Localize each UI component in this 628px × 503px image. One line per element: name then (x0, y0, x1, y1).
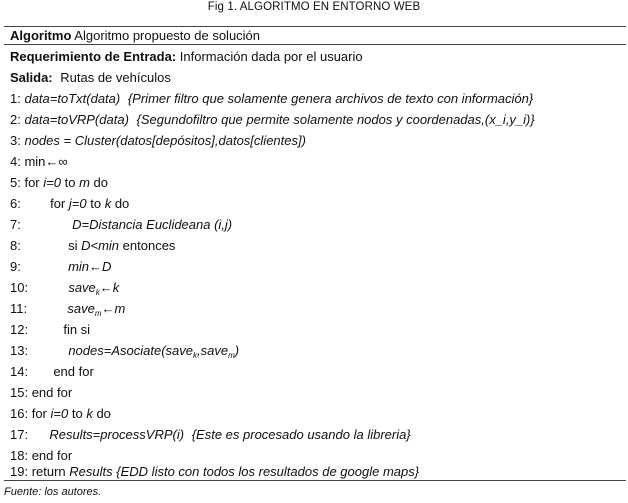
keyword: for (31, 406, 47, 421)
algorithm-label: Algoritmo (10, 28, 72, 43)
algorithm-title: Algoritmo propuesto de solución (74, 28, 261, 43)
input-text: Información dada por el usuario (179, 49, 363, 64)
algo-line-7 (10, 216, 232, 233)
line-code: ←k (99, 280, 120, 295)
algo-line-17 (10, 426, 411, 443)
algo-line-13 (10, 342, 239, 364)
line-code: Results=processVRP(i) (49, 427, 185, 442)
keyword: to (90, 196, 102, 211)
line-code: ←m (101, 301, 126, 316)
algo-line-4 (10, 153, 68, 170)
variable: k (86, 406, 93, 421)
line-number: 5: (10, 175, 21, 190)
algo-line-15 (10, 384, 72, 401)
subscript: k (95, 288, 100, 297)
keyword: do (114, 196, 130, 211)
subscript: m (94, 309, 102, 318)
algo-line-1 (10, 90, 533, 107)
line-number: 3: (10, 133, 21, 148)
keyword: do (96, 406, 111, 421)
algo-line-5 (10, 174, 108, 191)
line-code: end for (53, 364, 94, 379)
variable: save (68, 280, 96, 295)
keyword: for (24, 175, 40, 190)
line-code: nodes=Asociate(save (68, 343, 193, 358)
line-code: min←∞ (24, 154, 68, 169)
line-number: 8: (10, 238, 21, 253)
algo-line-14 (10, 363, 94, 380)
line-comment: {EDD listo con todos los resultados de google maps} (116, 464, 420, 479)
line-comment: {Este es procesado usando la libreria} (191, 427, 411, 442)
keyword: for (50, 196, 66, 211)
line-code: data=toVRP(data) (24, 112, 129, 127)
line-number: 19: (10, 464, 29, 479)
variable: save (67, 301, 95, 316)
algorithm-table (4, 26, 626, 481)
keyword: entonces (122, 238, 176, 253)
line-code: end for (31, 385, 73, 400)
line-number: 15: (10, 385, 29, 400)
subscript: k (193, 351, 197, 360)
line-number: 6: (10, 196, 21, 211)
figure-caption: Fig 1. ALGORITMO EN ENTORNO WEB (207, 1, 421, 13)
output-text: Rutas de vehículos (60, 70, 171, 85)
algo-line-10 (10, 279, 119, 301)
keyword: to (71, 406, 83, 421)
algo-line-6 (10, 195, 129, 212)
algo-line-18 (10, 447, 72, 464)
variable: Results (69, 464, 113, 479)
line-code: fin si (63, 322, 91, 337)
condition: D<min (81, 238, 120, 253)
line-code: D=Distancia Euclideana (i,j) (72, 217, 233, 232)
output-label: Salida: (10, 70, 53, 85)
algorithm-header (4, 27, 626, 45)
algo-line-12 (10, 321, 90, 338)
line-number: 9: (10, 259, 21, 274)
line-number: 13: (10, 343, 29, 358)
line-comment: {Segundofiltro que permite solamente nodos y coordenadas,(x_i,y_i)} (136, 112, 535, 127)
algo-line-11 (10, 300, 125, 322)
line-code: min←D (68, 259, 112, 274)
line-number: 10: (10, 280, 29, 295)
line-number: 18: (10, 448, 29, 463)
algo-line-16 (10, 405, 111, 422)
line-code: data=toTxt(data) (24, 91, 121, 106)
line-number: 12: (10, 322, 29, 337)
subscript: m (228, 351, 235, 360)
line-number: 14: (10, 364, 29, 379)
variable: j=0 (68, 196, 87, 211)
line-number: 17: (10, 427, 29, 442)
keyword: si (68, 238, 78, 253)
input-label: Requerimiento de Entrada: (10, 49, 177, 64)
line-comment: {Primer filtro que solamente genera archivos de texto con información} (127, 91, 534, 106)
keyword: do (93, 175, 109, 190)
line-number: 11: (10, 301, 28, 316)
line-code: ,save (197, 343, 229, 358)
variable: i=0 (50, 406, 69, 421)
variable: i=0 (43, 175, 61, 190)
source-note: Fuente: los autores. (4, 486, 102, 498)
algo-line-9 (10, 258, 111, 275)
line-code: end for (31, 448, 73, 463)
keyword: return (31, 464, 66, 479)
algo-line-3 (10, 132, 306, 149)
algo-line-8 (10, 237, 175, 254)
line-number: 2: (10, 112, 21, 127)
line-number: 16: (10, 406, 29, 421)
output-line (10, 69, 171, 86)
input-requirement (10, 48, 363, 65)
keyword: to (64, 175, 76, 190)
variable: m (79, 175, 90, 190)
line-code: ) (234, 343, 240, 358)
variable: k (104, 196, 112, 211)
line-number: 4: (10, 154, 21, 169)
algo-line-2 (10, 111, 535, 128)
line-code: nodes = Cluster(datos[depósitos],datos[clientes]) (24, 133, 306, 148)
line-number: 7: (10, 217, 21, 232)
algo-line-19 (10, 463, 419, 480)
line-number: 1: (10, 91, 21, 106)
